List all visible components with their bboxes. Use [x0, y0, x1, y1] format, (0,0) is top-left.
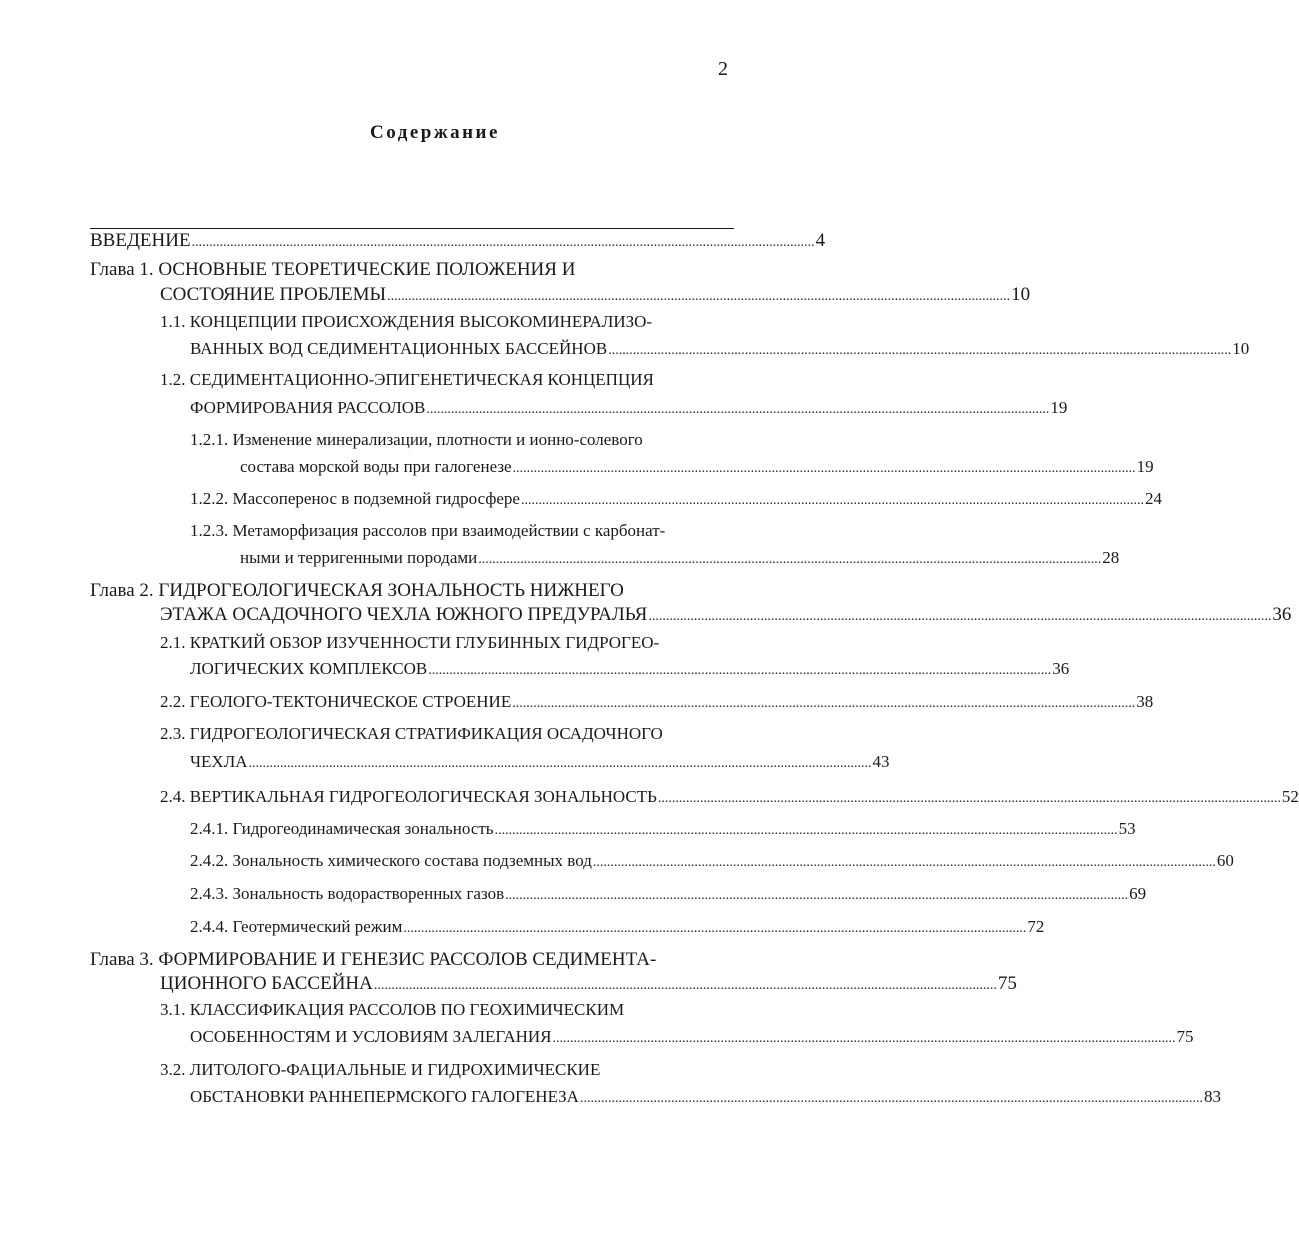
toc-entry[interactable] [190, 915, 1045, 939]
toc-leader: .................................................................................................................................................................................. [403, 921, 1027, 936]
toc-entry-text: 2.4. ВЕРТИКАЛЬНАЯ ГИДРОГЕОЛОГИЧЕСКАЯ ЗОНАЛЬНОСТЬ [160, 787, 657, 806]
toc-page: 72 [1027, 917, 1045, 936]
toc-page: 28 [1102, 548, 1120, 567]
toc-entry-text: 1.2.2. Массоперенос в подземной гидросфере [190, 489, 520, 508]
toc-entry-text: состава морской воды при галогенезе [240, 457, 512, 476]
toc-leader: .................................................................................................................................................................................. [426, 402, 1050, 417]
toc-leader: .................................................................................................................................................................................. [657, 791, 1281, 806]
toc-leader: .................................................................................................................................................................................. [608, 343, 1232, 358]
toc-entry-text: Глава 1. ОСНОВНЫЕ ТЕОРЕТИЧЕСКИЕ ПОЛОЖЕНИЯ И [90, 259, 576, 280]
toc-entry[interactable] [190, 849, 1234, 873]
toc-page: 83 [1203, 1087, 1221, 1106]
toc-page: 24 [1144, 489, 1162, 508]
toc-page: 69 [1129, 884, 1147, 903]
toc-leader: .................................................................................................................................................................................. [552, 1031, 1176, 1046]
toc-page: 10 [1232, 339, 1250, 358]
toc-leader: .................................................................................................................................................................................. [648, 609, 1272, 624]
toc-entry-text: ЭТАЖА ОСАДОЧНОГО ЧЕХЛА ЮЖНОГО ПРЕДУРАЛЬЯ [160, 604, 648, 625]
toc-entry[interactable] [90, 258, 734, 282]
toc-entry-text: 1.1. КОНЦЕПЦИИ ПРОИСХОЖДЕНИЯ ВЫСОКОМИНЕРАЛИЗО- [160, 312, 653, 331]
toc-entry[interactable] [90, 579, 734, 603]
toc-entry[interactable] [160, 631, 734, 655]
toc-page: 38 [1136, 692, 1154, 711]
toc-entry-text: ВАННЫХ ВОД СЕДИМЕНТАЦИОННЫХ БАССЕЙНОВ [190, 339, 608, 358]
toc-entry-text: 2.4.1. Гидрогеодинамическая зональность [190, 819, 494, 838]
toc-entry-text: ФОРМИРОВАНИЯ РАССОЛОВ [190, 398, 426, 417]
toc-page: 60 [1216, 851, 1234, 870]
toc-page: 10 [1011, 284, 1031, 305]
toc-entry[interactable] [160, 722, 734, 746]
toc-entry-text: 2.1. КРАТКИЙ ОБЗОР ИЗУЧЕННОСТИ ГЛУБИННЫХ ГИДРОГЕО- [160, 633, 660, 652]
toc-leader: .................................................................................................................................................................................. [512, 461, 1136, 476]
toc-entry[interactable] [190, 337, 1250, 361]
toc-entry[interactable] [90, 229, 826, 253]
toc-leader: .................................................................................................................................................................................. [387, 289, 1011, 304]
toc-entry[interactable] [190, 428, 734, 452]
toc-entry-text: СОСТОЯНИЕ ПРОБЛЕМЫ [160, 284, 387, 305]
toc-entry-text: 1.2.1. Изменение минерализации, плотности и ионно-солевого [190, 430, 643, 449]
toc-leader: .................................................................................................................................................................................. [520, 493, 1144, 508]
page-number: 2 [718, 58, 728, 80]
toc-entry[interactable] [190, 519, 734, 543]
toc-entry-text: 3.2. ЛИТОЛОГО-ФАЦИАЛЬНЫЕ И ГИДРОХИМИЧЕСКИЕ [160, 1060, 601, 1079]
toc-entry-text: 2.2. ГЕОЛОГО-ТЕКТОНИЧЕСКОЕ СТРОЕНИЕ [160, 692, 512, 711]
toc-entry-text: Глава 3. ФОРМИРОВАНИЕ И ГЕНЕЗИС РАССОЛОВ СЕДИМЕНТА- [90, 949, 657, 970]
toc-entry-text: 1.2.3. Метаморфизация рассолов при взаимодействии с карбонат- [190, 521, 666, 540]
toc-entry-text: 1.2. СЕДИМЕНТАЦИОННО-ЭПИГЕНЕТИЧЕСКАЯ КОНЦЕПЦИЯ [160, 370, 654, 389]
toc-entry[interactable] [160, 690, 1154, 714]
toc-entry[interactable] [190, 1085, 1221, 1109]
toc-leader: .................................................................................................................................................................................. [579, 1091, 1203, 1106]
toc-entry[interactable] [190, 1025, 1194, 1049]
toc-leader: .................................................................................................................................................................................. [248, 756, 872, 771]
toc-page: 36 [1272, 604, 1292, 625]
toc-entry-text: ОБСТАНОВКИ РАННЕПЕРМСКОГО ГАЛОГЕНЕЗА [190, 1087, 579, 1106]
toc-entry[interactable] [190, 817, 1136, 841]
toc-leader: .................................................................................................................................................................................. [505, 888, 1129, 903]
toc-leader: .................................................................................................................................................................................. [428, 663, 1052, 678]
toc-entry[interactable] [160, 283, 1031, 307]
toc-entry[interactable] [190, 750, 890, 774]
toc-entry[interactable] [240, 546, 1120, 570]
toc-page: 52 [1281, 787, 1299, 806]
toc-page: 43 [872, 752, 890, 771]
toc-entry[interactable] [160, 785, 1299, 809]
toc-leader: .................................................................................................................................................................................. [592, 855, 1216, 870]
toc-page: 19 [1050, 398, 1068, 417]
page-title: Содержание [370, 122, 500, 143]
toc-entry[interactable] [190, 396, 1068, 420]
toc-page: 4 [815, 230, 826, 251]
toc-entry-text: Глава 2. ГИДРОГЕОЛОГИЧЕСКАЯ ЗОНАЛЬНОСТЬ НИЖНЕГО [90, 580, 624, 601]
toc-entry[interactable] [240, 455, 1154, 479]
toc-entry[interactable] [90, 948, 734, 972]
toc-leader: .................................................................................................................................................................................. [373, 978, 997, 993]
toc-page: 19 [1136, 457, 1154, 476]
toc-page: 53 [1118, 819, 1136, 838]
toc-entry-text: ВВЕДЕНИЕ [90, 230, 191, 251]
toc-entry-text: 2.4.3. Зональность водорастворенных газов [190, 884, 505, 903]
toc-entry-text: 3.1. КЛАССИФИКАЦИЯ РАССОЛОВ ПО ГЕОХИМИЧЕСКИМ [160, 1000, 625, 1019]
toc-entry[interactable] [160, 310, 734, 334]
toc-page: 75 [1176, 1027, 1194, 1046]
toc-entry-text: 2.3. ГИДРОГЕОЛОГИЧЕСКАЯ СТРАТИФИКАЦИЯ ОСАДОЧНОГО [160, 724, 663, 743]
toc-entry-text: 2.4.4. Геотермический режим [190, 917, 403, 936]
toc-entry-text: ЛОГИЧЕСКИХ КОМПЛЕКСОВ [190, 659, 428, 678]
toc-entry-text: ЦИОННОГО БАССЕЙНА [160, 973, 373, 994]
toc-entry[interactable] [190, 487, 1162, 511]
toc-leader: .................................................................................................................................................................................. [494, 823, 1118, 838]
toc-entry[interactable] [160, 972, 1017, 996]
toc-entry[interactable] [160, 998, 734, 1022]
toc-page: 36 [1052, 659, 1070, 678]
toc-leader: .................................................................................................................................................................................. [478, 552, 1102, 567]
toc-leader: .................................................................................................................................................................................. [512, 696, 1136, 711]
toc-entry-text: ЧЕХЛА [190, 752, 248, 771]
toc-entry-text: 2.4.2. Зональность химического состава подземных вод [190, 851, 592, 870]
toc-entry-text: ными и терригенными породами [240, 548, 478, 567]
toc-entry[interactable] [160, 603, 1292, 627]
toc-page: 75 [997, 973, 1017, 994]
toc-entry-text: ОСОБЕННОСТЯМ И УСЛОВИЯМ ЗАЛЕГАНИЯ [190, 1027, 552, 1046]
toc-entry[interactable] [190, 657, 1070, 681]
toc-entry[interactable] [160, 1058, 734, 1082]
toc-entry[interactable] [160, 368, 734, 392]
toc-entry[interactable] [190, 882, 1147, 906]
toc-leader: .................................................................................................................................................................................. [191, 235, 815, 250]
